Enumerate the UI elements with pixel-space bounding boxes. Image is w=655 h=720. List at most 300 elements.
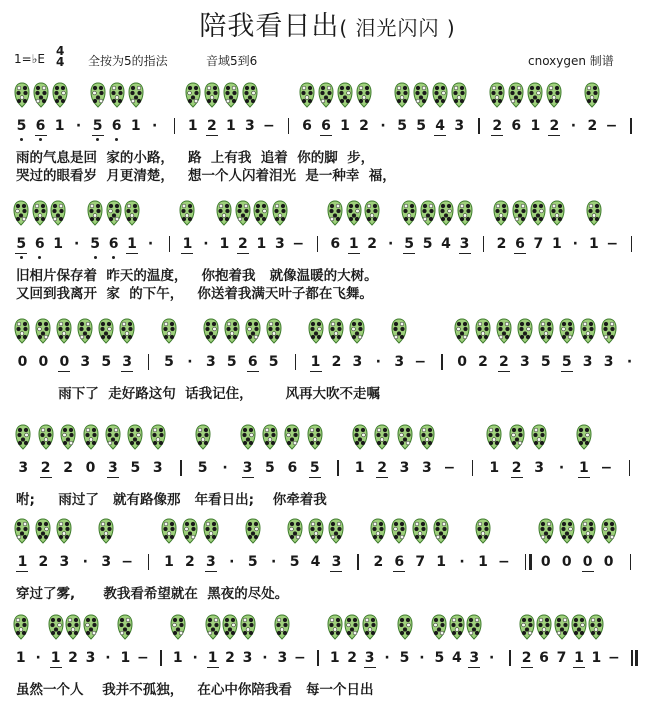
ocarina-fingering-icon	[412, 518, 428, 544]
jianpu-note: 2	[499, 354, 509, 370]
eighth-underline	[35, 135, 47, 136]
jianpu-note: −	[263, 118, 275, 134]
ocarina-fingering-icon	[432, 82, 448, 108]
ocarina-fingering-icon	[586, 200, 602, 226]
jianpu-note: 2	[367, 236, 378, 252]
jianpu-note: 5	[16, 118, 27, 134]
ocarina-fingering-icon	[204, 82, 220, 108]
ocarina-fingering-icon	[83, 614, 99, 640]
ocarina-fingering-icon	[266, 318, 282, 344]
bar-line	[509, 650, 510, 666]
jianpu-note: 7	[415, 554, 426, 570]
jianpu-note: 6	[330, 236, 341, 252]
ocarina-fingering-icon	[65, 614, 81, 640]
jianpu-note: 4	[451, 650, 462, 666]
jianpu-note: 5	[399, 650, 410, 666]
jianpu-note: 1	[53, 236, 64, 252]
ocarina-fingering-icon	[15, 424, 31, 450]
jianpu-note: 1	[591, 650, 602, 666]
ocarina-fingering-icon	[308, 518, 324, 544]
jianpu-note: ·	[558, 460, 565, 476]
eighth-underline	[459, 253, 471, 254]
jianpu-note: ·	[105, 650, 111, 666]
jianpu-note: 3	[101, 554, 112, 570]
ocarina-fingering-icon	[127, 424, 143, 450]
jianpu-note: 3	[277, 650, 288, 666]
jianpu-note: 5	[90, 236, 100, 252]
jianpu-note: 2	[40, 460, 51, 476]
jianpu-note: 3	[85, 650, 96, 666]
jianpu-note: 5	[268, 354, 279, 370]
ocarina-fingering-icon	[56, 318, 72, 344]
lyric-line: 又回到我离开 家 的下午， 你送着我满天叶子都在飞舞。	[16, 286, 373, 302]
ocarina-fingering-icon	[580, 518, 596, 544]
ocarina-fingering-icon	[530, 200, 546, 226]
ocarina-fingering-icon	[56, 518, 72, 544]
ocarina-fingering-icon	[223, 82, 239, 108]
jianpu-note: 5	[164, 354, 174, 370]
subtitle-text: ( 泪光闪闪 )	[339, 16, 456, 40]
jianpu-note: 2	[38, 554, 49, 570]
bar-line	[478, 118, 479, 134]
jianpu-note: 6	[287, 460, 298, 476]
eighth-underline	[58, 371, 70, 372]
bar-line	[631, 650, 632, 666]
jianpu-note: 0	[457, 354, 467, 370]
jianpu-note: 3	[59, 554, 70, 570]
jianpu-note: 1	[182, 236, 193, 252]
jianpu-note: −	[607, 650, 620, 666]
bar-line	[317, 650, 318, 666]
ocarina-fingering-icon	[35, 518, 51, 544]
ocarina-fingering-icon	[307, 424, 323, 450]
ocarina-fingering-icon	[240, 614, 256, 640]
jianpu-note: 4	[310, 554, 321, 570]
jianpu-note: 1	[310, 354, 321, 370]
ocarina-fingering-icon	[475, 318, 491, 344]
jianpu-note: 1	[579, 460, 589, 476]
ocarina-fingering-icon	[449, 614, 465, 640]
jianpu-note: 1	[219, 236, 230, 252]
jianpu-note: 3	[534, 460, 544, 476]
eighth-underline	[514, 253, 526, 254]
jianpu-note: 6	[539, 650, 549, 666]
ocarina-fingering-icon	[50, 200, 66, 226]
ocarina-fingering-icon	[531, 424, 547, 450]
eighth-underline	[320, 135, 332, 136]
time-bottom: 4	[56, 55, 65, 69]
jianpu-note: 1	[120, 650, 131, 666]
ocarina-fingering-icon	[580, 318, 596, 344]
jianpu-note: 2	[377, 460, 387, 476]
eighth-underline	[247, 371, 259, 372]
ocarina-fingering-icon	[253, 200, 269, 226]
jianpu-note: −	[600, 460, 613, 476]
jianpu-note: −	[292, 236, 305, 252]
jianpu-note: −	[121, 554, 133, 570]
eighth-underline	[237, 253, 249, 254]
time-top: 4	[56, 44, 65, 58]
jianpu-note: ·	[570, 118, 577, 134]
low-octave-dot	[38, 256, 41, 259]
eighth-underline	[126, 253, 138, 254]
ocarina-fingering-icon	[431, 614, 447, 640]
jianpu-note: 1	[348, 236, 359, 252]
jianpu-note: 2	[492, 118, 503, 134]
jianpu-note: 4	[435, 118, 446, 134]
ocarina-fingering-icon	[128, 82, 144, 108]
jianpu-note: 3	[245, 118, 255, 134]
eighth-underline	[107, 477, 119, 478]
ocarina-fingering-icon	[106, 200, 122, 226]
ocarina-fingering-icon	[328, 318, 344, 344]
jianpu-note: 3	[469, 650, 480, 666]
jianpu-note: 1	[478, 554, 488, 570]
eighth-underline	[330, 571, 342, 572]
jianpu-note: 5	[92, 118, 103, 134]
jianpu-note: 3	[80, 354, 91, 370]
eighth-underline	[376, 477, 388, 478]
eighth-underline	[16, 571, 28, 572]
bar-line	[629, 460, 630, 476]
jianpu-note: 2	[63, 460, 73, 476]
bar-line	[630, 118, 631, 134]
ocarina-fingering-icon	[588, 614, 604, 640]
ocarina-fingering-icon	[559, 318, 575, 344]
ocarina-fingering-icon	[496, 318, 512, 344]
ocarina-fingering-icon	[337, 82, 353, 108]
jianpu-note: 1	[225, 118, 236, 134]
jianpu-note: −	[136, 650, 149, 666]
eighth-underline	[310, 371, 322, 372]
low-octave-dot	[112, 256, 115, 259]
ocarina-fingering-icon	[438, 200, 454, 226]
jianpu-note: 5	[130, 460, 141, 476]
ocarina-fingering-icon	[60, 424, 76, 450]
eighth-underline	[348, 253, 360, 254]
ocarina-fingering-icon	[124, 200, 140, 226]
jianpu-note: 3	[603, 354, 614, 370]
jianpu-note: 0	[85, 460, 96, 476]
ocarina-fingering-icon	[391, 318, 407, 344]
ocarina-fingering-icon	[538, 318, 554, 344]
jianpu-note: 5	[197, 460, 208, 476]
eighth-underline	[15, 253, 27, 254]
bar-line	[169, 236, 170, 252]
jianpu-note: 2	[359, 118, 369, 134]
jianpu-note: 2	[185, 554, 195, 570]
eighth-underline	[491, 135, 503, 136]
jianpu-note: 2	[206, 118, 217, 134]
jianpu-note: 2	[549, 118, 560, 134]
jianpu-note: 0	[59, 354, 70, 370]
ocarina-fingering-icon	[346, 200, 362, 226]
lyric-line: 穿过了雾, 教我看希望就在 黑夜的尽处。	[16, 586, 289, 602]
jianpu-note: ·	[459, 554, 465, 570]
eighth-underline	[578, 477, 590, 478]
bar-line	[288, 118, 289, 134]
ocarina-fingering-icon	[48, 614, 64, 640]
ocarina-fingering-icon	[284, 424, 300, 450]
ocarina-fingering-icon	[272, 200, 288, 226]
jianpu-note: ·	[419, 650, 425, 666]
jianpu-note: 1	[50, 650, 61, 666]
range-note: 音域5到6	[206, 54, 258, 68]
bar-line	[357, 554, 358, 570]
jianpu-note: 6	[34, 236, 45, 252]
key-signature	[14, 52, 45, 66]
ocarina-fingering-icon	[240, 424, 256, 450]
ocarina-fingering-icon	[35, 318, 51, 344]
lyric-line: 虽然一个人 我并不孤独， 在心中你陪我看 每一个日出	[16, 682, 374, 698]
jianpu-note: 0	[561, 554, 572, 570]
low-octave-dot	[94, 256, 97, 259]
eighth-underline	[205, 571, 217, 572]
ocarina-fingering-icon	[90, 82, 106, 108]
ocarina-fingering-icon	[517, 318, 533, 344]
lyric-line: 雨的气息是回 家的小路， 路 上有我 追着 你的脚 步，	[16, 150, 375, 166]
jianpu-note: 0	[582, 554, 593, 570]
ocarina-fingering-icon	[466, 614, 482, 640]
ocarina-fingering-icon	[32, 200, 48, 226]
jianpu-note: 3	[459, 236, 470, 252]
ocarina-fingering-icon	[216, 200, 232, 226]
jianpu-note: 3	[274, 236, 285, 252]
ocarina-fingering-icon	[601, 518, 617, 544]
jianpu-note: 0	[17, 354, 28, 370]
ocarina-fingering-icon	[98, 518, 114, 544]
ocarina-fingering-icon	[185, 82, 201, 108]
ocarina-fingering-icon	[401, 200, 417, 226]
low-octave-dot	[20, 138, 23, 141]
title-text: 陪我看日出	[199, 11, 340, 42]
bar-line	[160, 650, 161, 666]
ocarina-fingering-icon	[274, 614, 290, 640]
ocarina-fingering-icon	[98, 318, 114, 344]
eighth-underline	[468, 667, 480, 668]
eighth-underline	[511, 477, 523, 478]
jianpu-note: 3	[352, 354, 363, 370]
jianpu-note: 4	[441, 236, 451, 252]
jianpu-note: ·	[489, 650, 495, 666]
jianpu-note: 6	[35, 118, 46, 134]
jianpu-note: ·	[262, 650, 268, 666]
ocarina-fingering-icon	[394, 82, 410, 108]
ocarina-fingering-icon	[559, 518, 575, 544]
ocarina-fingering-icon	[344, 614, 360, 640]
bar-line	[148, 354, 149, 370]
jianpu-note: 3	[394, 354, 405, 370]
ocarina-fingering-icon	[262, 424, 278, 450]
jianpu-note: ·	[73, 236, 80, 252]
ocarina-fingering-icon	[245, 318, 261, 344]
jianpu-note: 5	[416, 118, 427, 134]
jianpu-note: 2	[225, 650, 235, 666]
jianpu-note: 5	[561, 354, 572, 370]
ocarina-fingering-icon	[13, 614, 29, 640]
jianpu-note: −	[498, 554, 510, 570]
bar-line	[635, 650, 638, 666]
ocarina-fingering-icon	[13, 200, 29, 226]
jianpu-note: ·	[147, 236, 154, 252]
time-signature	[56, 46, 64, 68]
eighth-underline	[40, 477, 52, 478]
jianpu-note: 2	[347, 650, 358, 666]
jianpu-note: 3	[18, 460, 29, 476]
ocarina-fingering-icon	[352, 424, 368, 450]
jianpu-note: 2	[373, 554, 384, 570]
ocarina-fingering-icon	[179, 200, 195, 226]
jianpu-note: 1	[127, 236, 137, 252]
jianpu-note: ·	[82, 554, 88, 570]
jianpu-note: 1	[354, 460, 365, 476]
jianpu-note: ·	[75, 118, 82, 134]
bar-line	[631, 236, 632, 252]
ocarina-fingering-icon	[508, 82, 524, 108]
jianpu-note: 5	[16, 236, 27, 252]
low-octave-dot	[39, 138, 42, 141]
ocarina-fingering-icon	[109, 82, 125, 108]
ocarina-fingering-icon	[299, 82, 315, 108]
jianpu-note: 2	[496, 236, 507, 252]
bar-line	[441, 354, 442, 370]
ocarina-fingering-icon	[457, 200, 473, 226]
ocarina-fingering-icon	[161, 518, 177, 544]
low-octave-dot	[115, 138, 118, 141]
eighth-underline	[573, 667, 585, 668]
eighth-underline	[521, 667, 533, 668]
ocarina-fingering-icon	[527, 82, 543, 108]
eighth-underline	[548, 135, 560, 136]
ocarina-fingering-icon	[549, 200, 565, 226]
eighth-underline	[582, 571, 594, 572]
ocarina-fingering-icon	[182, 518, 198, 544]
jianpu-note: ·	[270, 554, 277, 570]
jianpu-note: 6	[394, 554, 405, 570]
lyric-line: 哭过的眼看岁 月更清楚， 想一个人闪着泪光 是一种幸 福，	[16, 168, 396, 184]
jianpu-note: ·	[187, 354, 193, 370]
ocarina-fingering-icon	[370, 518, 386, 544]
ocarina-fingering-icon	[362, 614, 378, 640]
jianpu-note: 0	[540, 554, 551, 570]
jianpu-note: 1	[130, 118, 141, 134]
ocarina-fingering-icon	[308, 318, 324, 344]
jianpu-note: 1	[164, 554, 174, 570]
jianpu-note: 5	[101, 354, 112, 370]
ocarina-fingering-icon	[391, 518, 407, 544]
ocarina-fingering-icon	[222, 614, 238, 640]
jianpu-note: ·	[384, 650, 390, 666]
jianpu-note: 1	[588, 236, 599, 252]
ocarina-fingering-icon	[419, 424, 435, 450]
bar-line	[630, 554, 631, 570]
ocarina-fingering-icon	[224, 318, 240, 344]
jianpu-note: 2	[511, 460, 522, 476]
jianpu-note: 1	[436, 554, 446, 570]
ocarina-fingering-icon	[245, 518, 261, 544]
jianpu-note: 1	[489, 460, 500, 476]
jianpu-note: 3	[122, 354, 132, 370]
eighth-underline	[121, 371, 133, 372]
ocarina-fingering-icon	[14, 518, 30, 544]
bar-line	[525, 554, 526, 570]
ocarina-fingering-icon	[117, 614, 133, 640]
ocarina-fingering-icon	[203, 318, 219, 344]
jianpu-note: 3	[331, 554, 342, 570]
eighth-underline	[434, 135, 446, 136]
ocarina-fingering-icon	[364, 200, 380, 226]
jianpu-note: 1	[54, 118, 65, 134]
jianpu-note: 1	[256, 236, 267, 252]
jianpu-note: 5	[265, 460, 275, 476]
jianpu-note: 3	[242, 460, 253, 476]
ocarina-fingering-icon	[242, 82, 258, 108]
jianpu-note: 3	[108, 460, 118, 476]
jianpu-note: 3	[582, 354, 593, 370]
ocarina-fingering-icon	[14, 318, 30, 344]
jianpu-note: 3	[242, 650, 253, 666]
ocarina-fingering-icon	[87, 200, 103, 226]
jianpu-note: ·	[626, 354, 633, 370]
jianpu-note: 1	[329, 650, 340, 666]
jianpu-note: 2	[587, 118, 598, 134]
low-octave-dot	[20, 256, 23, 259]
jianpu-note: ·	[229, 554, 235, 570]
jianpu-note: −	[443, 460, 456, 476]
author-credit: cnoxygen 制谱	[528, 54, 614, 68]
ocarina-fingering-icon	[52, 82, 68, 108]
ocarina-fingering-icon	[105, 424, 121, 450]
bar-line	[295, 354, 296, 370]
ocarina-fingering-icon	[235, 200, 251, 226]
ocarina-fingering-icon	[161, 318, 177, 344]
jianpu-note: ·	[35, 650, 41, 666]
fingering-note: 全按为5的指法	[88, 54, 168, 68]
jianpu-note: 1	[17, 554, 28, 570]
eighth-underline	[181, 253, 193, 254]
jianpu-note: ·	[572, 236, 578, 252]
ocarina-fingering-icon	[554, 614, 570, 640]
bar-line	[529, 554, 532, 570]
ocarina-fingering-icon	[33, 82, 49, 108]
low-octave-dot	[96, 138, 99, 141]
jianpu-note: 6	[515, 236, 525, 252]
jianpu-note: 3	[364, 650, 375, 666]
jianpu-note: 6	[511, 118, 522, 134]
ocarina-fingering-icon	[576, 424, 592, 450]
ocarina-fingering-icon	[475, 518, 491, 544]
jianpu-note: 5	[422, 236, 433, 252]
bar-line	[317, 236, 318, 252]
ocarina-fingering-icon	[349, 318, 365, 344]
bar-line	[472, 460, 473, 476]
ocarina-fingering-icon	[454, 318, 470, 344]
jianpu-note: ·	[152, 118, 158, 134]
jianpu-note: 7	[556, 650, 567, 666]
jianpu-note: 3	[152, 460, 163, 476]
jianpu-note: 2	[521, 650, 532, 666]
jianpu-note: 1	[172, 650, 183, 666]
ocarina-fingering-icon	[413, 82, 429, 108]
ocarina-fingering-icon	[38, 424, 54, 450]
ocarina-fingering-icon	[486, 424, 502, 450]
ocarina-fingering-icon	[397, 424, 413, 450]
jianpu-note: 3	[422, 460, 432, 476]
jianpu-note: 3	[399, 460, 410, 476]
lyric-line: 旧相片保存着 昨天的温度， 你抱着我 就像温暖的大树。	[16, 268, 378, 284]
jianpu-note: 5	[397, 118, 407, 134]
eighth-underline	[206, 135, 218, 136]
